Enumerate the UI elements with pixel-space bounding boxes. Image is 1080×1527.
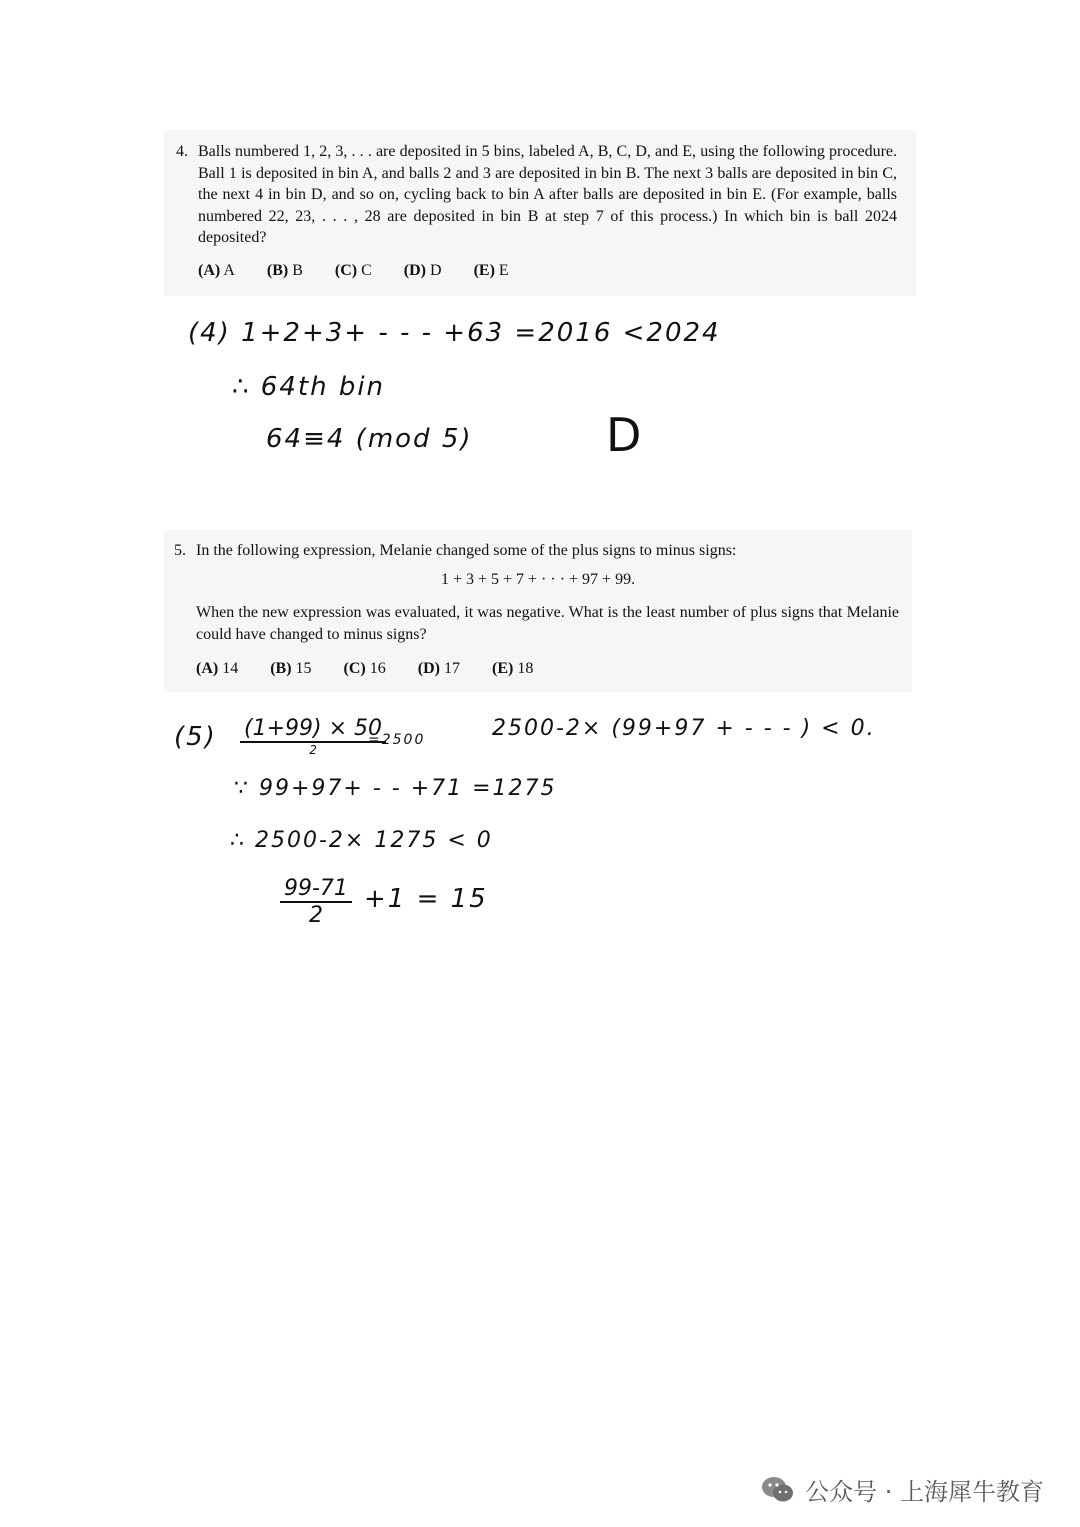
choice-b: (B) B [266,262,303,279]
q5-work-eq-1: =2500 [368,732,426,748]
choice-e: (E) E [473,262,509,279]
choice-c: (C) 16 [343,660,386,677]
watermark-text: 公众号 · 上海犀牛教育 [805,1478,1044,1506]
q5-work-line-4: +1 = 15 [364,884,488,914]
q4-work-line-2: ∴ 64th bin [232,372,386,402]
question-number: 5. [174,542,186,559]
q5-work-inequality: 2500-2× (99+97 + - - - ) < 0. [492,716,876,741]
q5-work-line-3: ∴ 2500-2× 1275 < 0 [230,828,493,853]
answer-choices [196,660,565,678]
q4-work-line-3: 64≡4 (mod 5) [266,424,473,454]
q5-work-label: (5) [174,722,217,752]
q4-work-line-1: (4) 1+2+3+ - - - +63 =2016 <2024 [188,318,721,348]
choice-b: (B) 15 [270,660,312,677]
q5-work-fraction-1: (1+99) × 50 2 [240,716,386,757]
question-4-block [164,130,916,296]
answer-choices [198,262,541,280]
wechat-icon [761,1476,795,1504]
q5-work-fraction-2: $\frac{99-71}{2}$ [280,876,352,928]
question-text-prompt: When the new expression was evaluated, it was negative. What is the least number of plus signs that Melanie could have changed to minus signs? [196,604,899,643]
choice-a: (A) A [198,262,235,279]
q4-answer: D [606,408,644,462]
question-5-block [164,530,912,692]
choice-a: (A) 14 [196,660,239,677]
watermark [761,1472,1044,1507]
choice-d: (D) 17 [417,660,460,677]
question-text-intro: In the following expression, Melanie changed some of the plus signs to minus signs: [196,542,737,559]
q5-work-line-2: ∵ 99+97+ - - +71 =1275 [234,776,557,801]
expression: 1 + 3 + 5 + 7 + · · · + 97 + 99. [440,571,636,588]
question-number: 4. [176,143,188,160]
choice-e: (E) 18 [491,660,534,677]
choice-d: (D) D [403,262,442,279]
choice-c: (C) C [334,262,372,279]
question-text: Balls numbered 1, 2, 3, . . . are deposited in 5 bins, labeled A, B, C, D, and E, using the following procedure. Ball 1 is deposited in bin A, and balls 2 and 3 are deposited in bin B. The next 3 balls are deposited in bin C, the next 4 in bin D, and so on, cycling back to bin A after balls are deposited in bin E. (For example, balls numbered 22, 23, . . . , 28 are deposited in bin B at step 7 of this process.) In which bin is ball 2024 deposited? [198,143,897,246]
